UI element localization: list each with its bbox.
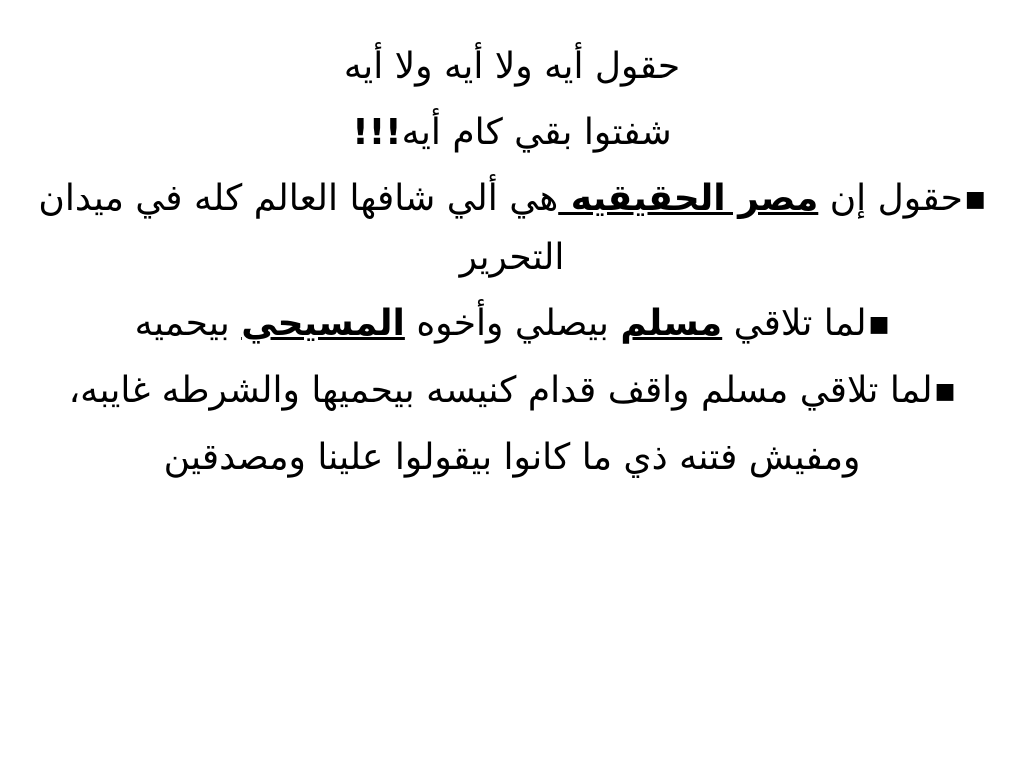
real-egypt-emphasis: مصر الحقيقيه [558, 178, 819, 219]
bullet-text-start: حقول إن [818, 178, 963, 219]
bullet-text: لما تلاقي مسلم واقف قدام كنيسه بيحميها والشرطه غايبه، [68, 370, 933, 411]
heading-line [28, 38, 996, 96]
bullet-text-end: بيحميه [134, 303, 242, 344]
bullet-square-icon: ■ [964, 187, 986, 212]
bullet-text-end: هي ألي شافها العالم كله في ميدان التحرير [38, 178, 565, 278]
exclamation-marks: !!! [352, 112, 402, 153]
bullet-square-icon: ■ [934, 379, 956, 404]
bullet-text-start: لما تلاقي [722, 303, 867, 344]
subheading-text: شفتوا بقي كام أيه [401, 112, 672, 153]
bullet-line-egypt [28, 170, 996, 287]
closing-line [28, 429, 996, 487]
muslim-emphasis: مسلم [620, 303, 723, 344]
christian-emphasis: المسيحي [241, 303, 405, 344]
bullet-line-muslim-christian [28, 295, 996, 354]
bullet-square-icon: ■ [868, 312, 890, 337]
closing-text: ومفيش فتنه ذي ما كانوا بيقولوا علينا ومصدقين [163, 437, 861, 478]
subheading-line [28, 104, 996, 162]
bullet-text-middle: بيصلي وأخوه [404, 303, 621, 344]
heading-text: حقول أيه ولا أيه ولا أيه [343, 46, 681, 87]
bullet-line-church [28, 362, 996, 421]
